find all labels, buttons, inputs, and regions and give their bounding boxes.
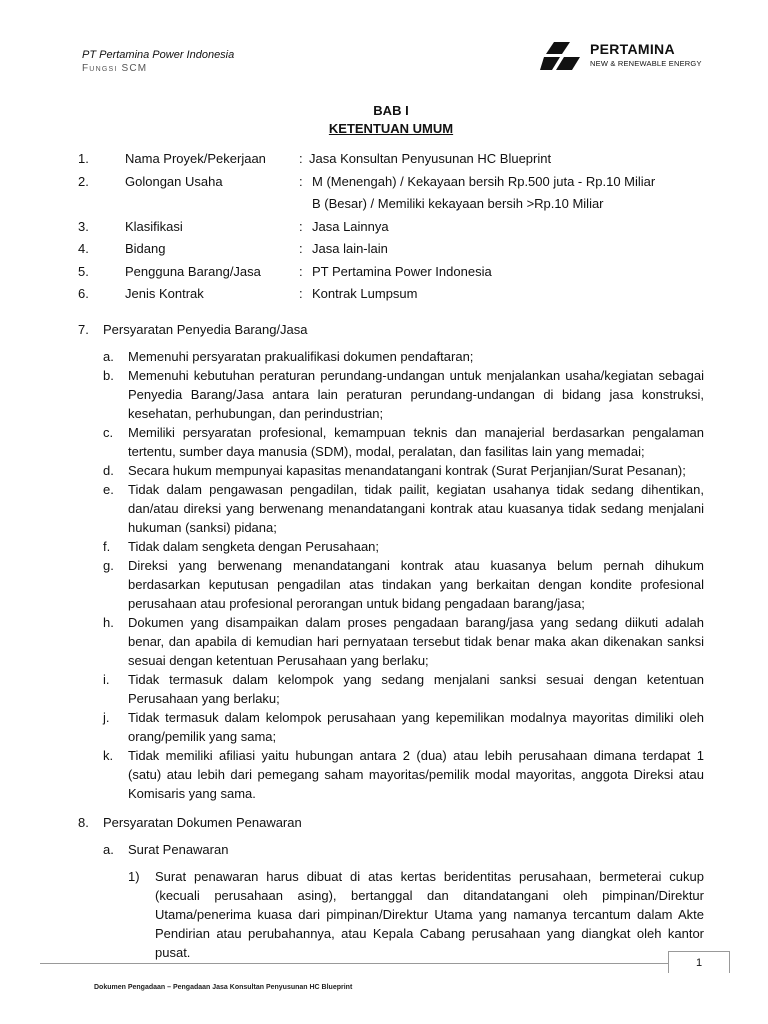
- list-marker: h.: [103, 614, 114, 630]
- info-table: [78, 148, 704, 306]
- list-text: Direksi yang berwenang menandatangani kontrak atau kuasanya belum pernah dihukum berdasarkan keputusan pengadilan atas tindakan yang berkaitan dengan kondite profesional perusahaan atau profesional perorangan untuk bidang pengadaan barang/jasa;: [128, 557, 704, 611]
- list-item: [103, 746, 704, 803]
- bid-document-list: [103, 840, 704, 962]
- list-marker: i.: [103, 671, 110, 687]
- info-number: 6.: [78, 286, 89, 301]
- info-number: 2.: [78, 173, 89, 189]
- info-label: Bidang: [125, 241, 166, 256]
- section-title: [78, 320, 704, 339]
- list-marker: g.: [103, 557, 114, 573]
- list-text: Surat Penawaran: [128, 841, 229, 857]
- list-item: [103, 423, 704, 461]
- list-item: [103, 366, 704, 423]
- list-text: Memenuhi persyaratan prakualifikasi dokumen pendaftaran;: [128, 348, 474, 364]
- info-value: Jasa Lainnya: [312, 218, 389, 234]
- section-title-text: Persyaratan Dokumen Penawaran: [103, 814, 302, 830]
- document-header: [82, 49, 234, 74]
- section-number: 7.: [78, 321, 89, 337]
- section-title-text: Persyaratan Penyedia Barang/Jasa: [103, 321, 308, 337]
- info-number: 4.: [78, 241, 89, 256]
- info-number: 1.: [78, 151, 89, 166]
- sub-list: [128, 867, 704, 962]
- list-marker: c.: [103, 424, 114, 440]
- sub-list-marker: 1): [128, 868, 140, 884]
- section-title: [78, 813, 704, 832]
- list-item: [103, 670, 704, 708]
- list-marker: f.: [103, 538, 111, 554]
- department-name: Fungsi SCM: [82, 63, 148, 74]
- list-marker: e.: [103, 481, 114, 497]
- list-marker: b.: [103, 367, 114, 383]
- list-item: [103, 347, 704, 366]
- list-text: Tidak memiliki afiliasi yaitu hubungan antara 2 (dua) atau lebih perusahaan dimana terdapat 1 (satu) atau lebih dari pemegang saham mayoritas/pemilik modal mayoritas, anggota Direksi atau Komisaris yang sama.: [128, 747, 704, 801]
- info-row: [78, 148, 704, 171]
- info-row: [78, 261, 704, 284]
- info-value-line: M (Menengah) / Kekayaan bersih Rp.500 juta - Rp.10 Miliar: [312, 173, 656, 189]
- logo-tagline: NEW & RENEWABLE ENERGY: [590, 59, 702, 68]
- list-item: [103, 480, 704, 537]
- info-number: 3.: [78, 218, 89, 234]
- info-row: [78, 171, 704, 216]
- list-text: Tidak dalam pengawasan pengadilan, tidak pailit, kegiatan usahanya tidak sedang dihentikan, dan/atau direksi yang berwenang menandatangani kontrak atau kuasanya tidak sedang menjalani hukuman (sanksi) pidana;: [128, 481, 704, 535]
- info-value: Jasa Konsultan Penyusunan HC Blueprint: [309, 151, 552, 166]
- list-item: [103, 840, 704, 859]
- info-label: Nama Proyek/Pekerjaan: [125, 151, 266, 166]
- info-row: [78, 283, 704, 306]
- info-row: [78, 238, 704, 261]
- chapter-label: BAB I: [373, 103, 409, 118]
- info-label: Klasifikasi: [125, 218, 183, 234]
- info-label: Golongan Usaha: [125, 173, 223, 189]
- list-text: Tidak termasuk dalam kelompok perusahaan yang kepemilikan modalnya mayoritas dimiliki oleh orang/pemilik yang sama;: [128, 709, 704, 744]
- section-number: 8.: [78, 814, 89, 830]
- info-label: Pengguna Barang/Jasa: [125, 263, 261, 279]
- info-value: Kontrak Lumpsum: [312, 286, 418, 301]
- chapter-heading: KETENTUAN UMUM: [328, 121, 454, 136]
- info-number: 5.: [78, 263, 89, 279]
- list-marker: a.: [103, 348, 114, 364]
- document-body: [78, 102, 704, 962]
- list-marker: j.: [103, 709, 110, 725]
- list-text: Secara hukum mempunyai kapasitas menandatangani kontrak (Surat Perjanjian/Surat Pesanan);: [128, 462, 686, 478]
- list-text: Tidak termasuk dalam kelompok yang sedang menjalani sanksi sesuai dengan ketentuan Perusahaan yang berlaku;: [128, 671, 704, 706]
- list-marker: a.: [103, 841, 114, 857]
- company-name: PT Pertamina Power Indonesia: [82, 49, 235, 61]
- list-item: [103, 556, 704, 613]
- info-value: PT Pertamina Power Indonesia: [312, 263, 492, 279]
- list-text: Tidak dalam sengketa dengan Perusahaan;: [128, 538, 380, 554]
- list-item: [103, 708, 704, 746]
- info-value: [309, 171, 704, 216]
- pertamina-logo-icon: [540, 40, 590, 72]
- info-separator: :: [299, 286, 303, 301]
- list-marker: d.: [103, 462, 114, 478]
- info-separator: :: [299, 173, 303, 189]
- list-text: Memiliki persyaratan profesional, kemampuan teknis dan manajerial berdasarkan pengalaman tertentu, sumber daya manusia (SDM), modal, peralatan, dan fasilitas lain yang memadai;: [128, 424, 704, 459]
- info-value-line-2: B (Besar) / Memiliki kekayaan bersih >Rp.10 Miliar: [312, 196, 604, 211]
- info-value: Jasa lain-lain: [312, 241, 388, 256]
- info-separator: :: [299, 151, 303, 166]
- footer-divider: [40, 963, 728, 964]
- pertamina-logo: [540, 40, 710, 72]
- footer-text: Dokumen Pengadaan – Pengadaan Jasa Konsultan Penyusunan HC Blueprint: [94, 984, 353, 991]
- requirement-list: [103, 347, 704, 803]
- page-number: 1: [668, 951, 730, 973]
- section-bid-documents: [78, 813, 704, 962]
- info-separator: :: [299, 241, 303, 256]
- sub-list-text: Surat penawaran harus dibuat di atas kertas beridentitas perusahaan, bermeterai cukup (kecuali perusahaan asing), bertanggal dan ditandatangani oleh pimpinan/Direktur Utama/penerima kuasa dari pimpinan/Direktur Utama yang namanya tercantum dalam Akte Pendirian atau perubahannya, atau Kepala Cabang perusahaan yang diangkat oleh kantor pusat.: [155, 868, 704, 960]
- info-row: [78, 216, 704, 239]
- list-item: [103, 537, 704, 556]
- sub-list-item: [128, 867, 704, 962]
- logo-name: PERTAMINA: [590, 41, 675, 57]
- list-text: Dokumen yang disampaikan dalam proses pengadaan barang/jasa yang sedang diikuti adalah benar, dan apabila di kemudian hari pernyataan tersebut tidak benar maka akan dikenakan sanksi sesuai dengan ketentuan Perusahaan yang berlaku;: [128, 614, 704, 668]
- info-separator: :: [299, 263, 303, 279]
- info-label: Jenis Kontrak: [125, 286, 204, 301]
- list-item: [103, 613, 704, 670]
- list-item: [103, 461, 704, 480]
- list-marker: k.: [103, 747, 114, 763]
- section-supplier-requirements: [78, 320, 704, 803]
- list-text: Memenuhi kebutuhan peraturan perundang-undangan untuk menjalankan usaha/kegiatan sebagai Penyedia Barang/Jasa antara lain peraturan perundang-undangan di bidang jasa konstruksi, kesehatan, perhubungan, dan perindustrian;: [128, 367, 704, 421]
- info-separator: :: [299, 218, 303, 234]
